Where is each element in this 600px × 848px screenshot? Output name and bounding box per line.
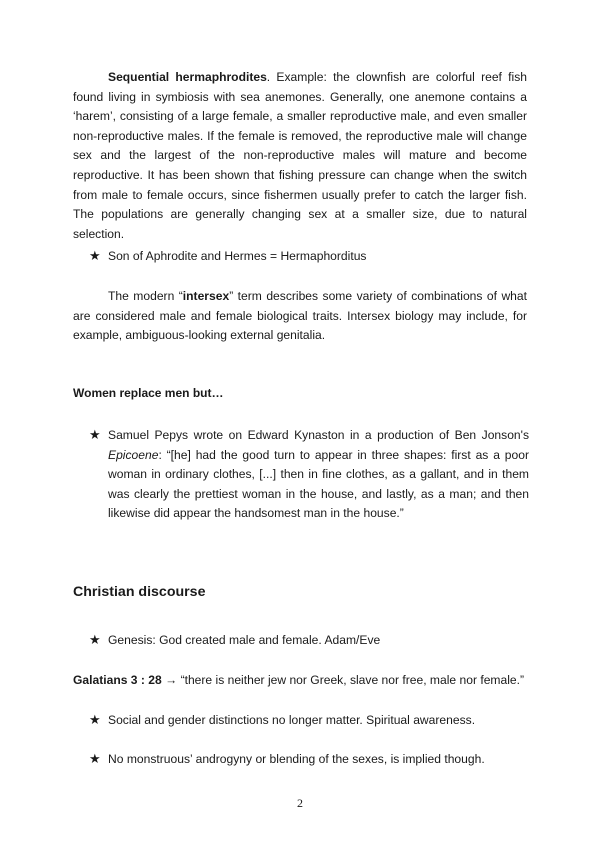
term-sequential-hermaphrodites: Sequential hermaphrodites	[108, 70, 267, 84]
star-bullet-icon: ★	[89, 752, 101, 767]
page-number: 2	[297, 796, 303, 810]
galatians-reference: Galatians 3 : 28	[73, 673, 162, 687]
paragraph-sequential-hermaphrodites	[73, 68, 527, 244]
bullet-text: Social and gender distinctions no longer matter. Spiritual awareness.	[108, 713, 476, 727]
bullet-text-post: : “[he] had the good turn to appear in three shapes: first as a poor woman in ordinary clothes, [...] then in fine clothes, as a gallant, and in them was clearly the prettiest woman in the house, and lastly, as a man; and then likewise did appear the handsomest man in the house.”	[108, 447, 529, 521]
paragraph-text-pre: The modern “	[108, 289, 183, 303]
bullet-text: Genesis: God created male and female. Adam/Eve	[108, 633, 381, 647]
paragraph-text-post: ” term describes some variety of combinations of what are considered male and female biological traits. Intersex biology may include, for example, ambiguous-looking external genitalia.	[73, 289, 527, 343]
bullet-item-genesis	[89, 631, 529, 651]
bullet-text: No monstruous’ androgyny or blending of the sexes, is implied though.	[108, 752, 485, 766]
star-bullet-icon: ★	[89, 249, 101, 264]
bullet-item-pepys	[89, 426, 529, 524]
section-heading-christian: Christian discourse	[73, 584, 206, 600]
bullet-item-social-gender	[89, 711, 529, 731]
star-bullet-icon: ★	[89, 428, 101, 443]
galatians-quote: “there is neither jew nor Greek, slave nor free, male nor female.”	[180, 673, 525, 687]
paragraph-text: . Example: the clownfish are colorful reef fish found living in symbiosis with sea anemones. Generally, one anemone contains a ‘harem’, consisting of a large female, a smaller reproductive male, and even smaller non-reproductive males. If the female is removed, the reproductive male will change sex and the largest of the non-reproductive males will mature and become reproductive. It has been shown that fishing pressure can change when the switch from male to female occurs, since fishermen usually prefer to catch the larger fish. The populations are generally changing sex at a smaller size, due to natural selection.	[73, 70, 527, 241]
section-subheading-women: Women replace men but…	[73, 386, 224, 400]
play-title: Epicoene	[108, 447, 159, 462]
term-intersex: intersex	[182, 289, 230, 303]
bullet-item-aphrodite-hermes	[89, 247, 529, 267]
star-bullet-icon: ★	[89, 633, 101, 648]
arrow-icon: →	[161, 673, 181, 687]
galatians-line	[73, 671, 527, 691]
bullet-item-androgyny	[89, 750, 529, 770]
star-bullet-icon: ★	[89, 713, 101, 728]
bullet-text	[89, 426, 529, 524]
paragraph-intersex	[73, 287, 527, 346]
bullet-text-pre: Samuel Pepys wrote on Edward Kynaston in a production of Ben Jonson's	[108, 428, 529, 442]
bullet-text: Son of Aphrodite and Hermes = Hermaphorditus	[108, 249, 367, 263]
